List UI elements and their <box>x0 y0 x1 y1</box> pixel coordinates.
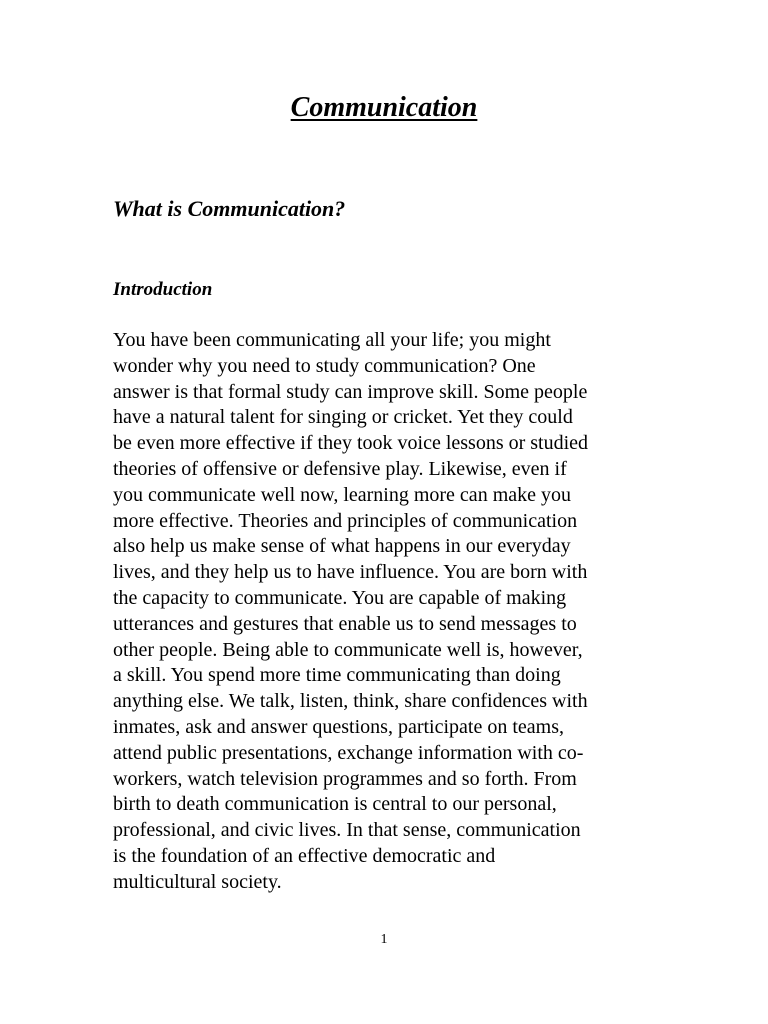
document-subtitle: What is Communication? <box>113 196 346 221</box>
section-heading-introduction: Introduction <box>113 279 213 300</box>
paragraph-line: You have been communicating all your life; you might <box>113 329 551 351</box>
paragraph-line: answer is that formal study can improve skill. Some people <box>113 380 588 403</box>
paragraph-line: be even more effective if they took voice lessons or studied <box>113 432 589 455</box>
paragraph-line: a skill. You spend more time communicating than doing <box>113 664 561 687</box>
paragraph-line: the capacity to communicate. You are capable of making <box>113 586 567 609</box>
paragraph-line: is the foundation of an effective democratic and <box>113 844 496 867</box>
introduction-paragraph <box>113 328 673 896</box>
paragraph-line: professional, and civic lives. In that sense, communication <box>113 819 581 842</box>
page-number: 1 <box>380 932 388 947</box>
paragraph-line: other people. Being able to communicate well is, however, <box>113 638 583 661</box>
paragraph-line: workers, watch television programmes and so forth. From <box>113 767 577 790</box>
paragraph-line: wonder why you need to study communication? One <box>113 354 536 377</box>
paragraph-line: attend public presentations, exchange information with co- <box>113 741 584 764</box>
paragraph-line: birth to death communication is central to our personal, <box>113 793 557 816</box>
document-title: Communication <box>290 92 478 123</box>
paragraph-line: have a natural talent for singing or cricket. Yet they could <box>113 406 573 429</box>
paragraph-line: multicultural society. <box>113 870 282 893</box>
paragraph-line: lives, and they help us to have influence. You are born with <box>113 561 588 584</box>
paragraph-line: utterances and gestures that enable us to send messages to <box>113 612 577 635</box>
paragraph-line: anything else. We talk, listen, think, share confidences with <box>113 690 588 713</box>
paragraph-line: more effective. Theories and principles of communication <box>113 509 578 532</box>
paragraph-line: inmates, ask and answer questions, participate on teams, <box>113 715 564 738</box>
paragraph-line: theories of offensive or defensive play. Likewise, even if <box>113 457 567 480</box>
paragraph-line: also help us make sense of what happens in our everyday <box>113 535 571 558</box>
paragraph-line: you communicate well now, learning more can make you <box>113 483 571 506</box>
